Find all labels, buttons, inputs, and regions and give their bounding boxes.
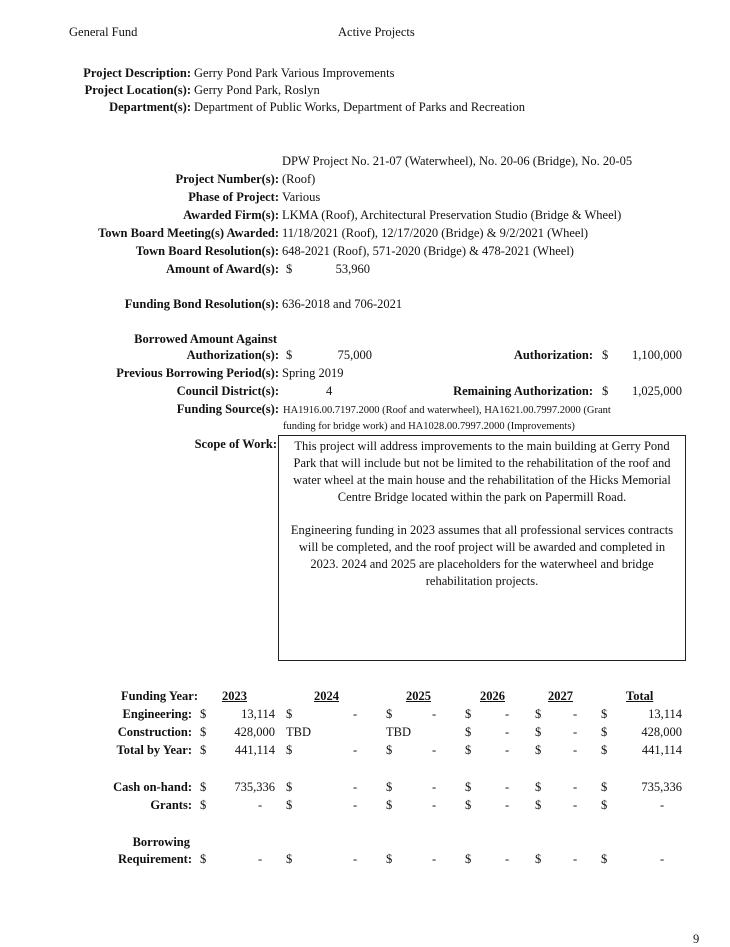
cell-dash: - [432, 707, 437, 721]
cell-currency: $ [465, 707, 472, 721]
board-meeting-label: Town Board Meeting(s) Awarded: [98, 226, 279, 240]
cell-dash: - [353, 743, 358, 757]
cell-dash: - [505, 707, 510, 721]
cell-currency: $ [535, 707, 542, 721]
grants-label: Grants: [150, 798, 192, 812]
cell-dash: - [258, 798, 263, 812]
cell-value: 13,114 [241, 707, 275, 721]
cell-dash: - [432, 743, 437, 757]
funding-source-label: Funding Source(s): [176, 402, 279, 416]
cell-dash: - [573, 798, 578, 812]
cell-currency: $ [601, 725, 608, 739]
cell-currency: $ [535, 743, 542, 757]
borrowed-currency: $ [286, 348, 293, 362]
cell-dash: - [573, 780, 578, 794]
borrowed-authorization-label: Authorization(s): [186, 348, 279, 362]
construction-label: Construction: [117, 725, 192, 739]
cell-currency: $ [535, 725, 542, 739]
cash-on-hand-label: Cash on-hand: [113, 780, 192, 794]
cell-dash: - [573, 725, 578, 739]
cell-currency: $ [386, 798, 393, 812]
cell-total: 428,000 [641, 725, 682, 739]
cell-currency: $ [386, 852, 393, 866]
cell-currency: $ [465, 798, 472, 812]
bond-resolution: 636-2018 and 706-2021 [282, 297, 403, 311]
cell-dash: - [573, 852, 578, 866]
cell-dash: - [353, 707, 358, 721]
year-2025: 2025 [406, 689, 431, 703]
cell-currency: $ [535, 780, 542, 794]
cell-currency: $ [465, 852, 472, 866]
cell-currency: $ [286, 798, 293, 812]
scope-paragraph-1: This project will address improvements to the main building at Gerry Pond Park that will include but not be limited to the rehabilitation of the roof and water wheel at the main house and the rehabilitation of the Hicks Memorial Centre Bridge located within the park on Papermill Road. [293, 439, 671, 504]
department: Department of Public Works, Department of Parks and Recreation [194, 100, 525, 114]
awarded-firm-label: Awarded Firm(s): [183, 208, 279, 222]
scope-of-work-box [278, 435, 686, 661]
cell-value: 735,336 [234, 780, 275, 794]
cell-currency: $ [200, 798, 207, 812]
engineering-label: Engineering: [122, 707, 192, 721]
cell-currency: $ [286, 780, 293, 794]
cell-currency: $ [601, 780, 608, 794]
cell-currency: $ [386, 707, 393, 721]
cell-currency: $ [465, 780, 472, 794]
scope-label: Scope of Work: [194, 437, 277, 451]
award-currency: $ [286, 262, 293, 276]
cell-currency: $ [465, 743, 472, 757]
cell-currency: $ [601, 852, 608, 866]
remaining-currency: $ [602, 384, 609, 398]
cell-dash: - [432, 798, 437, 812]
section-title: Active Projects [338, 25, 415, 39]
cell-dash: - [353, 780, 358, 794]
cell-currency: $ [535, 852, 542, 866]
project-location-label: Project Location(s): [84, 83, 191, 97]
funding-source-line-1: HA1916.00.7197.2000 (Roof and waterwheel), HA1621.00.7997.2000 (Grant [283, 405, 611, 416]
fund-title: General Fund [69, 25, 138, 39]
authorization-amount: 1,100,000 [632, 348, 682, 362]
year-2027: 2027 [548, 689, 573, 703]
district: 4 [326, 384, 333, 398]
cell-dash: - [432, 780, 437, 794]
award-amount-label: Amount of Award(s): [166, 262, 279, 276]
project-location: Gerry Pond Park, Roslyn [194, 83, 320, 97]
phase-label: Phase of Project: [188, 190, 279, 204]
phase: Various [282, 190, 321, 204]
project-number: (Roof) [282, 172, 316, 186]
total-header: Total [626, 689, 654, 703]
cell-dash: - [505, 798, 510, 812]
borrowed-label: Borrowed Amount Against [134, 332, 277, 346]
cell-currency: $ [386, 780, 393, 794]
cell-tbd: TBD [286, 725, 311, 739]
cell-currency: $ [601, 798, 608, 812]
award-amount: 53,960 [335, 262, 370, 276]
scope-paragraph-2: Engineering funding in 2023 assumes that all professional services contracts will be completed, and the roof project will be awarded and completed in 2023. 2024 and 2025 are placeholders for the waterwheel and bridge rehabilitation projects. [290, 523, 674, 588]
cell-currency: $ [286, 707, 293, 721]
dpw-project-line: DPW Project No. 21-07 (Waterwheel), No. 20-06 (Bridge), No. 20-05 [282, 154, 633, 168]
total-by-year-label: Total by Year: [116, 743, 192, 757]
cell-dash: - [353, 798, 358, 812]
authorization-currency: $ [602, 348, 609, 362]
cell-currency: $ [200, 780, 207, 794]
prev-period: Spring 2019 [282, 366, 344, 380]
cell-currency: $ [386, 743, 393, 757]
cell-dash: - [660, 798, 665, 812]
borrowed-amount: 75,000 [337, 348, 372, 362]
cell-value: 441,114 [234, 743, 275, 757]
cell-dash: - [353, 852, 358, 866]
year-2024: 2024 [314, 689, 339, 703]
board-resolution: 648-2021 (Roof), 571-2020 (Bridge) & 478-2021 (Wheel) [282, 244, 574, 258]
cell-total: 735,336 [641, 780, 682, 794]
cell-tbd: TBD [386, 725, 411, 739]
authorization-label: Authorization: [513, 348, 593, 362]
page-number: 9 [693, 932, 700, 946]
project-description-label: Project Description: [83, 66, 191, 80]
district-label: Council District(s): [176, 384, 279, 398]
department-label: Department(s): [109, 100, 191, 114]
cell-dash: - [505, 852, 510, 866]
year-2026: 2026 [480, 689, 505, 703]
project-number-label: Project Number(s): [175, 172, 279, 186]
project-description: Gerry Pond Park Various Improvements [194, 66, 395, 80]
cell-value: 428,000 [234, 725, 275, 739]
awarded-firm: LKMA (Roof), Architectural Preservation Studio (Bridge & Wheel) [282, 208, 622, 222]
year-2023: 2023 [222, 689, 247, 703]
cell-currency: $ [286, 852, 293, 866]
borrowing-label: Borrowing [132, 835, 190, 849]
remaining-amount: 1,025,000 [632, 384, 682, 398]
cell-dash: - [660, 852, 665, 866]
bond-resolution-label: Funding Bond Resolution(s): [124, 297, 279, 311]
cell-currency: $ [200, 852, 207, 866]
cell-dash: - [258, 852, 263, 866]
funding-year-label: Funding Year: [121, 689, 198, 703]
cell-dash: - [505, 743, 510, 757]
cell-currency: $ [200, 725, 207, 739]
cell-currency: $ [601, 707, 608, 721]
board-resolution-label: Town Board Resolution(s): [135, 244, 279, 258]
cell-dash: - [573, 743, 578, 757]
prev-period-label: Previous Borrowing Period(s): [116, 366, 279, 380]
board-meeting: 11/18/2021 (Roof), 12/17/2020 (Bridge) & 9/2/2021 (Wheel) [282, 226, 589, 240]
cell-currency: $ [200, 707, 207, 721]
cell-dash: - [432, 852, 437, 866]
cell-dash: - [505, 780, 510, 794]
cell-currency: $ [535, 798, 542, 812]
remaining-label: Remaining Authorization: [453, 384, 593, 398]
funding-source-line-2: funding for bridge work) and HA1028.00.7997.2000 (Improvements) [283, 421, 575, 432]
cell-currency: $ [200, 743, 207, 757]
cell-currency: $ [465, 725, 472, 739]
cell-currency: $ [286, 743, 293, 757]
cell-currency: $ [601, 743, 608, 757]
requirement-label: Requirement: [117, 852, 192, 866]
cell-dash: - [505, 725, 510, 739]
cell-total: 441,114 [641, 743, 682, 757]
cell-dash: - [573, 707, 578, 721]
cell-total: 13,114 [648, 707, 682, 721]
